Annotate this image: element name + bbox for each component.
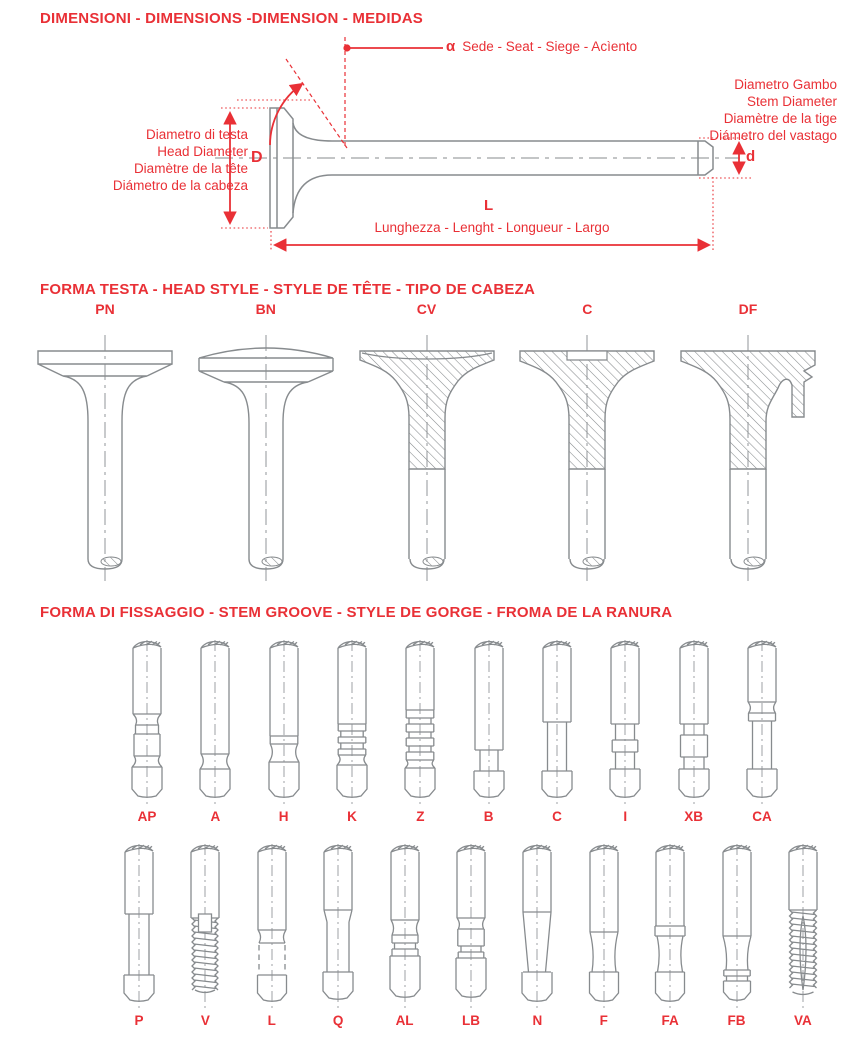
head-style-drawing-CV — [352, 321, 502, 589]
stem-groove-figure — [729, 638, 795, 824]
stem-groove-drawing-P — [106, 842, 172, 1010]
stem-groove-drawing-N — [504, 842, 570, 1010]
stem-groove-label: C — [552, 809, 562, 824]
stem-groove-row-1 — [114, 638, 795, 824]
stem-groove-drawing-C — [524, 638, 590, 806]
stem-groove-drawing-I — [592, 638, 658, 806]
stem-groove-label: XB — [684, 809, 703, 824]
head-style-drawing-DF — [673, 321, 823, 589]
head-diameter-line-fr: Diamètre de la tête — [133, 161, 248, 176]
seat-label-text: Sede - Seat - Siege - Acìento — [462, 39, 638, 54]
stem-groove-drawing-A — [182, 638, 248, 806]
head-diameter-label — [28, 126, 248, 194]
head-style-figure — [673, 301, 823, 589]
stem-groove-drawing-VA — [770, 842, 836, 1010]
stem-groove-drawing-FB — [704, 842, 770, 1010]
stem-groove-label: L — [267, 1013, 276, 1028]
head-style-drawing-PN — [30, 321, 180, 589]
stem-groove-drawing-FA — [637, 842, 703, 1010]
stem-groove-label: A — [210, 809, 221, 824]
head-style-drawing-C — [512, 321, 662, 589]
head-style-label: BN — [255, 301, 276, 317]
stem-groove-label: FA — [661, 1013, 679, 1028]
stem-groove-label: F — [599, 1013, 608, 1028]
head-style-row — [30, 301, 823, 589]
stem-groove-drawing-AL — [372, 842, 438, 1010]
head-style-figure — [512, 301, 662, 589]
stem-groove-label: B — [483, 809, 494, 824]
head-style-figure — [352, 301, 502, 589]
head-diameter-line-it: Diametro di testa — [145, 127, 248, 142]
stem-groove-drawing-Z — [387, 638, 453, 806]
stem-groove-label: FB — [727, 1013, 746, 1028]
head-diameter-line-es: Diámetro de la cabeza — [112, 178, 248, 193]
stem-groove-drawing-K — [319, 638, 385, 806]
stem-groove-label: LB — [461, 1013, 480, 1028]
stem-groove-figure — [504, 842, 570, 1028]
stem-groove-figure — [438, 842, 504, 1028]
stem-groove-drawing-L — [239, 842, 305, 1010]
stem-groove-section-title: FORMA DI FISSAGGIO - STEM GROOVE - STYLE DE GORGE - FROMA DE LA RANURA — [40, 604, 673, 621]
stem-groove-drawing-F — [571, 842, 637, 1010]
stem-groove-figure — [456, 638, 522, 824]
stem-groove-drawing-AP — [114, 638, 180, 806]
stem-groove-drawing-Q — [305, 842, 371, 1010]
stem-diameter-line-it: Diametro Gambo — [734, 77, 837, 92]
valve-dimension-diagram — [0, 35, 860, 305]
head-style-drawing-BN — [191, 321, 341, 589]
stem-groove-figure — [251, 638, 317, 824]
head-style-figure — [191, 301, 341, 589]
stem-groove-drawing-CA — [729, 638, 795, 806]
stem-groove-drawing-H — [251, 638, 317, 806]
stem-groove-drawing-V — [172, 842, 238, 1010]
stem-groove-figure — [704, 842, 770, 1028]
stem-groove-figure — [770, 842, 836, 1028]
head-style-figure — [30, 301, 180, 589]
seat-angle-label — [446, 38, 637, 55]
stem-groove-figure — [239, 842, 305, 1028]
head-diameter-symbol: D — [251, 149, 263, 166]
stem-groove-label: Z — [416, 809, 425, 824]
stem-diameter-line-fr: Diamètre de la tige — [723, 111, 837, 126]
stem-groove-label: K — [347, 809, 357, 824]
head-diameter-line-en: Head Diameter — [157, 144, 248, 159]
stem-groove-figure — [182, 638, 248, 824]
stem-groove-drawing-LB — [438, 842, 504, 1010]
head-style-section-title: FORMA TESTA - HEAD STYLE - STYLE DE TÊTE - TIPO DE CABEZA — [40, 281, 536, 298]
stem-diameter-line-en: Stem Diameter — [746, 94, 837, 109]
stem-groove-label: P — [134, 1013, 144, 1028]
stem-groove-figure — [319, 638, 385, 824]
stem-groove-label: I — [623, 809, 628, 824]
stem-diameter-label — [607, 76, 837, 144]
stem-groove-label: V — [200, 1013, 210, 1028]
stem-groove-figure — [305, 842, 371, 1028]
stem-groove-label: VA — [794, 1013, 812, 1028]
stem-groove-figure — [372, 842, 438, 1028]
stem-groove-figure — [661, 638, 727, 824]
head-style-label: CV — [416, 301, 437, 317]
head-style-label: DF — [738, 301, 758, 317]
stem-groove-label: Q — [332, 1013, 344, 1028]
stem-diameter-line-es: Diámetro del vastago — [709, 128, 837, 143]
stem-groove-drawing-XB — [661, 638, 727, 806]
stem-groove-figure — [172, 842, 238, 1028]
head-style-label: PN — [95, 301, 115, 317]
stem-groove-figure — [571, 842, 637, 1028]
stem-groove-label: CA — [752, 809, 772, 824]
head-style-label: C — [582, 301, 593, 317]
length-label: Lunghezza - Lenght - Longueur - Largo — [374, 220, 610, 235]
stem-groove-label: N — [532, 1013, 543, 1028]
stem-groove-figure — [387, 638, 453, 824]
stem-groove-figure — [592, 638, 658, 824]
length-symbol: L — [484, 197, 494, 214]
alpha-symbol: α — [446, 38, 456, 55]
dimensions-section-title: DIMENSIONI - DIMENSIONS -DIMENSION - MEDIDAS — [40, 10, 423, 27]
stem-diameter-symbol: d — [746, 148, 756, 165]
stem-groove-figure — [637, 842, 703, 1028]
stem-groove-figure — [106, 842, 172, 1028]
stem-groove-label: AL — [395, 1013, 414, 1028]
stem-groove-drawing-B — [456, 638, 522, 806]
stem-groove-row-2 — [106, 842, 836, 1028]
stem-groove-label: H — [278, 809, 289, 824]
stem-groove-label: AP — [137, 809, 157, 824]
stem-groove-figure — [114, 638, 180, 824]
stem-groove-figure — [524, 638, 590, 824]
